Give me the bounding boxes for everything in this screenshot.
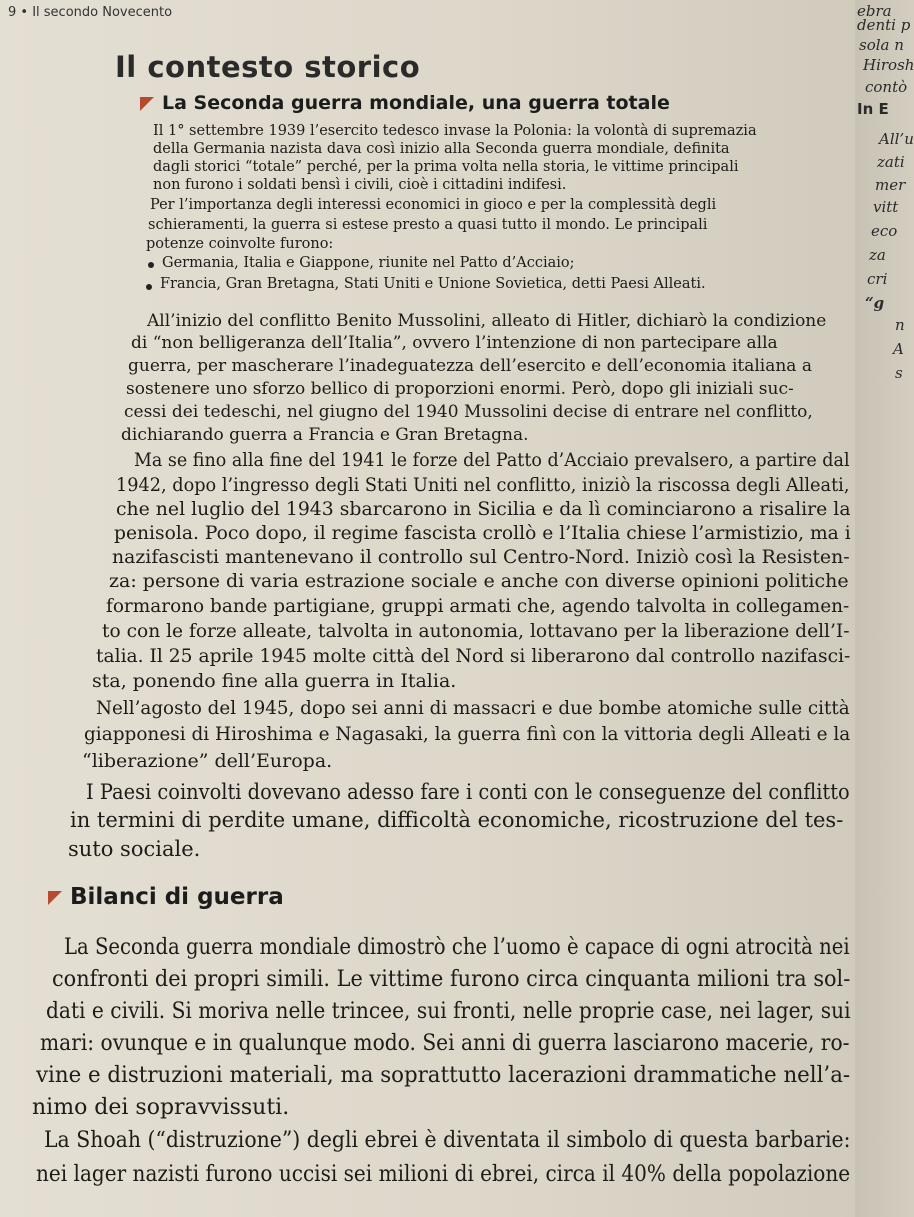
- margin-fragment: eco: [871, 222, 898, 240]
- margin-fragment: A: [893, 340, 904, 358]
- text-line: za: persone di varia estrazione sociale e anche con diverse opinioni politiche: [109, 570, 849, 592]
- text-line: dati e civili. Si moriva nelle trincee, sui fronti, nelle proprie case, nei lager, sui: [46, 999, 851, 1024]
- text-line: nimo dei sopravvissuti.: [32, 1095, 290, 1120]
- text-line: in termini di perdite umane, difficoltà economiche, ricostruzione del tes-: [70, 808, 844, 832]
- text-line: dagli storici “totale” perché, per la prima volta nella storia, le vittime principali: [153, 159, 739, 175]
- text-line: to con le forze alleate, talvolta in autonomia, lottavano per la liberazione dell’I-: [102, 620, 850, 642]
- adjacent-page-margin: [855, 0, 914, 1217]
- flag-marker-icon: [140, 97, 154, 111]
- text-line: Ma se fino alla fine del 1941 le forze del Patto d’Acciaio prevalsero, a partire dal: [134, 449, 850, 471]
- margin-fragment: s: [895, 364, 903, 382]
- margin-fragment: contò: [865, 78, 908, 96]
- margin-fragment: “g: [865, 294, 885, 312]
- running-head: 9 • Il secondo Novecento: [8, 5, 173, 20]
- margin-fragment: In E: [857, 100, 889, 118]
- text-line: nazifascisti mantenevano il controllo sul Centro-Nord. Iniziò così la Resisten-: [112, 546, 850, 568]
- section-heading-war: [140, 92, 670, 114]
- text-line: talia. Il 25 aprile 1945 molte città del Nord si liberarono dal controllo nazifasci-: [96, 645, 851, 667]
- section-heading-text: La Seconda guerra mondiale, una guerra totale: [162, 92, 670, 114]
- margin-fragment: zati: [877, 153, 905, 171]
- text-line: mari: ovunque e in qualunque modo. Sei anni di guerra lasciarono macerie, ro-: [40, 1031, 850, 1056]
- text-line: guerra, per mascherare l’inadeguatezza dell’esercito e dell’economia italiana a: [128, 356, 812, 376]
- margin-fragment: vitt: [873, 198, 899, 216]
- text-line: confronti dei propri simili. Le vittime furono circa cinquanta milioni tra sol-: [52, 967, 851, 992]
- bullet-dot: [146, 284, 152, 290]
- text-line: La Shoah (“distruzione”) degli ebrei è diventata il simbolo di questa barbarie:: [44, 1128, 851, 1153]
- text-line: sostenere uno sforzo bellico di proporzioni enormi. Però, dopo gli iniziali suc-: [126, 379, 794, 399]
- text-line: I Paesi coinvolti dovevano adesso fare i conti con le conseguenze del conflitto: [86, 780, 850, 804]
- bullet-dot: [148, 262, 154, 268]
- text-line: “liberazione” dell’Europa.: [82, 750, 333, 772]
- text-line: vine e distruzioni materiali, ma soprattutto lacerazioni drammatiche nell’a-: [36, 1063, 851, 1088]
- section-heading-text: Bilanci di guerra: [70, 884, 284, 910]
- text-line: giapponesi di Hiroshima e Nagasaki, la guerra finì con la vittoria degli Alleati e la: [84, 723, 851, 745]
- text-line: sta, ponendo fine alla guerra in Italia.: [92, 670, 457, 692]
- text-line: La Seconda guerra mondiale dimostrò che l’uomo è capace di ogni atrocità nei: [64, 935, 850, 960]
- bullet-item: Germania, Italia e Giappone, riunite nel Patto d’Acciaio;: [162, 255, 575, 271]
- text-line: Per l’importanza degli interessi economici in gioco e per la complessità degli: [150, 197, 717, 213]
- text-line: che nel luglio del 1943 sbarcarono in Sicilia e da lì cominciarono a risalire la: [116, 498, 851, 520]
- text-line: di “non belligeranza dell’Italia”, ovvero l’intenzione di non partecipare alla: [131, 333, 778, 353]
- margin-fragment: za: [869, 246, 886, 264]
- margin-fragment: cri: [867, 270, 888, 288]
- flag-marker-icon: [48, 891, 62, 905]
- text-line: dichiarando guerra a Francia e Gran Bretagna.: [121, 425, 529, 445]
- margin-fragment: All’u: [879, 130, 914, 148]
- margin-fragment: n: [895, 316, 905, 334]
- text-line: della Germania nazista dava così inizio alla Seconda guerra mondiale, definita: [153, 141, 730, 157]
- bullet-item: Francia, Gran Bretagna, Stati Uniti e Unione Sovietica, detti Paesi Alleati.: [160, 276, 706, 292]
- text-line: 1942, dopo l’ingresso degli Stati Uniti nel conflitto, iniziò la riscossa degli Alleati,: [116, 474, 850, 496]
- text-line: Il 1° settembre 1939 l’esercito tedesco invase la Polonia: la volontà di supremazia: [153, 123, 757, 139]
- text-line: schieramenti, la guerra si estese presto a quasi tutto il mondo. Le principali: [148, 217, 708, 233]
- margin-fragment: Hirosh: [863, 56, 914, 74]
- section-heading-bilanci: [48, 884, 284, 910]
- margin-fragment: mer: [875, 176, 906, 194]
- text-line: non furono i soldati bensì i civili, cioè i cittadini indifesi.: [153, 177, 567, 193]
- text-line: penisola. Poco dopo, il regime fascista crollò e l’Italia chiese l’armistizio, ma i: [114, 522, 851, 544]
- text-line: All’inizio del conflitto Benito Mussolini, alleato di Hitler, dichiarò la condizione: [147, 311, 827, 331]
- page-title: Il contesto storico: [115, 50, 421, 84]
- text-line: Nell’agosto del 1945, dopo sei anni di massacri e due bombe atomiche sulle città: [96, 697, 850, 719]
- text-line: suto sociale.: [68, 837, 201, 861]
- text-line: nei lager nazisti furono uccisi sei milioni di ebrei, circa il 40% della popolazione: [36, 1162, 851, 1187]
- margin-fragment: denti p: [857, 16, 911, 34]
- text-line: potenze coinvolte furono:: [146, 236, 334, 252]
- text-line: formarono bande partigiane, gruppi armati che, agendo talvolta in collegamen-: [106, 595, 850, 617]
- margin-fragment: sola n: [859, 36, 904, 54]
- text-line: cessi dei tedeschi, nel giugno del 1940 Mussolini decise di entrare nel conflitto,: [124, 402, 813, 422]
- margin-fragment: ebra: [857, 2, 892, 20]
